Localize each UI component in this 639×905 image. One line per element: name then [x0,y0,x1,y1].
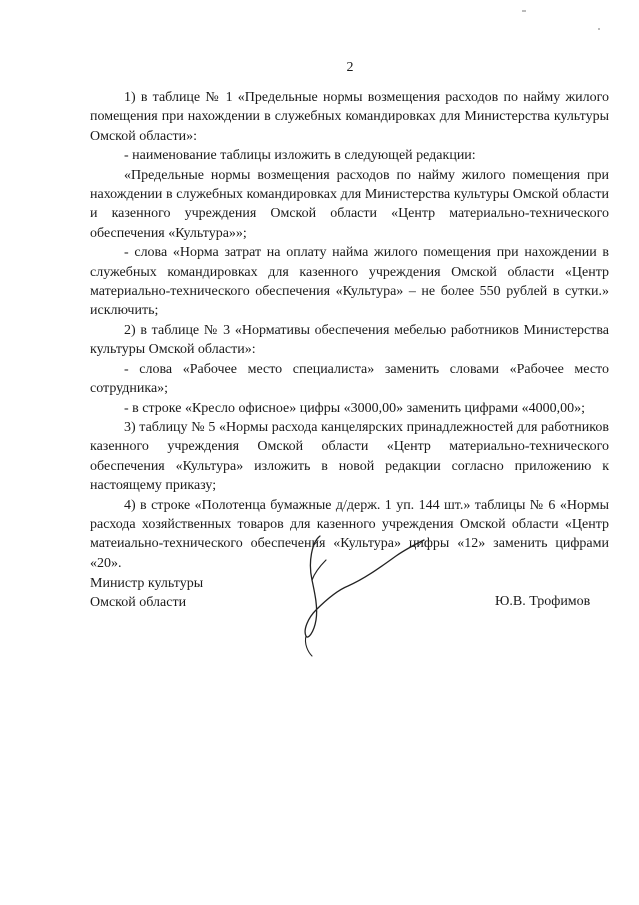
paragraph-6: - слова «Рабочее место специалиста» заменить словами «Рабочее место сотрудника»; [90,361,609,397]
document-body [90,88,609,573]
paragraph-5: 2) в таблице № 3 «Нормативы обеспечения мебелью работников Министерства культуры Омской области»: [90,322,609,358]
paragraph-1: 1) в таблице № 1 «Предельные нормы возмещения расходов по найму жилого помещения при нахождении в служебных командировках для Министерства культуры Омской области»: [90,90,609,144]
paragraph-8: 3) таблицу № 5 «Нормы расхода канцелярских принадлежностей для работников казенного учреждения Омской области «Центр материально-технического обеспечения «Культура» изложить в новой редакции согласно приложению к настоящему приказу; [90,419,609,494]
handwritten-signature [282,520,442,660]
signatory-position-line-1: Министр культуры [90,576,204,591]
paragraph-7: - в строке «Кресло офисное» цифры «3000,00» заменить цифрами «4000,00»; [124,400,585,416]
paragraph-2: - наименование таблицы изложить в следующей редакции: [124,148,476,164]
signatory-position-line-2: Омской области [90,595,187,610]
scan-speck [522,10,526,12]
scan-speck [598,28,600,30]
page-number: 2 [346,60,354,75]
signatory-name: Ю.В. Трофимов [495,594,591,609]
paragraph-3: «Предельные нормы возмещения расходов по найму жилого помещения при нахождении в служебных командировках для Министерства культуры Омской области и казенного учреждения Омской области «Центр материально-технического обеспечения «Культура»»; [90,167,609,241]
paragraph-9: 4) в строке «Полотенца бумажные д/держ. 1 уп. 144 шт.» таблицы № 6 «Нормы расхода хозяйственных товаров для казенного учреждения Омской области «Центр матеиально-технического обеспечения «Культура» цифры «12» заменить цифрами «20». [90,497,609,571]
signatory-position [90,574,203,612]
paragraph-4: - слова «Норма затрат на оплату найма жилого помещения при нахождении в служебных командировках для казенного учреждения Омской области «Центр материально-технического обеспечения «Культура» – не более 550 рублей в сутки.» исключить; [90,245,609,319]
